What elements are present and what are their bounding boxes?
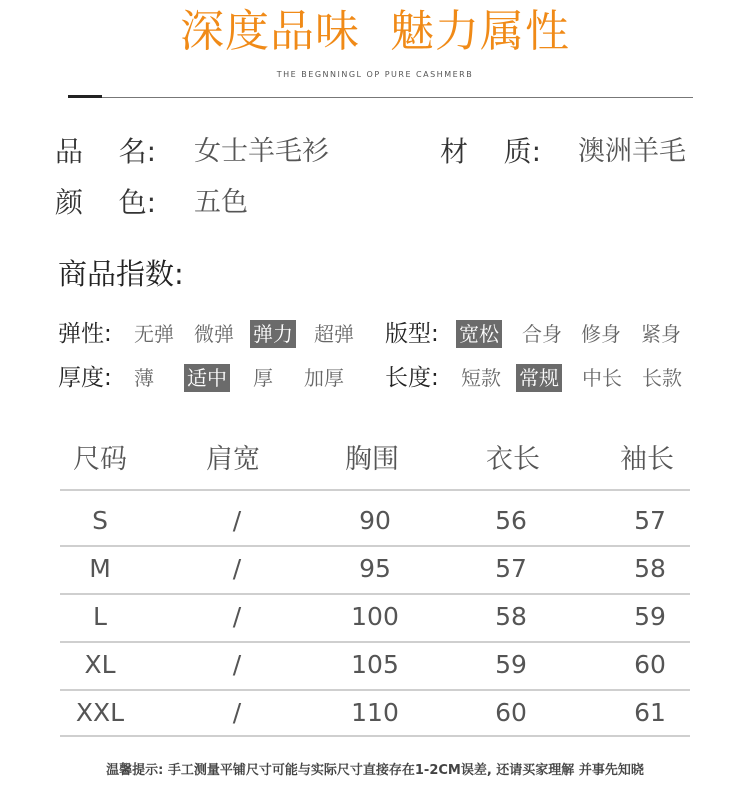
size-table-header: 衣长 — [486, 444, 540, 475]
table-rule — [60, 641, 690, 643]
table-cell-sleeve: 58 — [634, 554, 666, 583]
name-label: 品 名: — [55, 135, 157, 168]
table-cell-length: 56 — [495, 506, 527, 535]
length-option: 短款 — [461, 366, 501, 390]
table-rule — [60, 689, 690, 691]
table-cell-chest: 100 — [351, 602, 399, 631]
divider — [68, 97, 693, 98]
page-subtitle: THE BEGNNINGL OP PURE CASHMERB — [276, 70, 474, 79]
table-cell-length: 57 — [495, 554, 527, 583]
page-title: 深度品味 魅力属性 — [180, 6, 570, 57]
table-cell-shoulder: / — [232, 698, 242, 727]
size-table-header: 肩宽 — [206, 444, 260, 475]
index-heading: 商品指数: — [58, 257, 184, 291]
table-cell-length: 58 — [495, 602, 527, 631]
elasticity-option: 无弹 — [134, 322, 174, 346]
size-table-header: 尺码 — [73, 444, 127, 475]
fit-option: 修身 — [581, 322, 621, 346]
table-cell-size: L — [93, 602, 107, 631]
material-label: 材 质: — [440, 135, 542, 168]
fit-label: 版型: — [385, 321, 439, 347]
fit-option-selected: 宽松 — [456, 320, 502, 348]
material-value: 澳洲羊毛 — [578, 136, 686, 167]
table-cell-size: S — [92, 506, 108, 535]
table-rule — [60, 545, 690, 547]
table-cell-length: 59 — [495, 650, 527, 679]
elasticity-option-selected: 弹力 — [250, 320, 296, 348]
length-option: 中长 — [582, 366, 622, 390]
table-cell-shoulder: / — [232, 506, 242, 535]
table-cell-chest: 105 — [351, 650, 399, 679]
footer-note: 温馨提示: 手工测量平铺尺寸可能与实际尺寸直接存在1-2CM误差, 还请买家理解 并事先知晓 — [106, 763, 644, 778]
fit-option: 合身 — [522, 322, 562, 346]
thickness-option: 厚 — [253, 366, 273, 390]
elasticity-option: 微弹 — [194, 322, 234, 346]
length-option-selected: 常规 — [516, 364, 562, 392]
table-cell-size: XXL — [75, 698, 125, 727]
table-cell-length: 60 — [495, 698, 527, 727]
thickness-option-selected: 适中 — [184, 364, 230, 392]
color-value: 五色 — [194, 187, 248, 218]
table-cell-size: XL — [84, 650, 116, 679]
length-option: 长款 — [642, 366, 682, 390]
table-cell-chest: 110 — [351, 698, 399, 727]
fit-option: 紧身 — [641, 322, 681, 346]
table-cell-chest: 90 — [359, 506, 391, 535]
color-label: 颜 色: — [55, 186, 157, 219]
elasticity-label: 弹性: — [58, 321, 112, 347]
table-rule — [60, 735, 690, 737]
name-value: 女士羊毛衫 — [194, 136, 329, 167]
divider-accent — [68, 95, 102, 98]
table-cell-shoulder: / — [232, 602, 242, 631]
thickness-option: 薄 — [134, 366, 154, 390]
table-cell-size: M — [89, 554, 111, 583]
table-cell-shoulder: / — [232, 554, 242, 583]
table-cell-chest: 95 — [359, 554, 391, 583]
table-cell-sleeve: 60 — [634, 650, 666, 679]
thickness-label: 厚度: — [58, 365, 112, 391]
table-rule — [60, 489, 690, 491]
table-rule — [60, 593, 690, 595]
size-table-header: 袖长 — [620, 444, 674, 475]
size-table-header: 胸围 — [345, 444, 399, 475]
length-label: 长度: — [385, 365, 439, 391]
table-cell-sleeve: 57 — [634, 506, 666, 535]
table-cell-shoulder: / — [232, 650, 242, 679]
elasticity-option: 超弹 — [314, 322, 354, 346]
table-cell-sleeve: 59 — [634, 602, 666, 631]
table-cell-sleeve: 61 — [634, 698, 666, 727]
thickness-option: 加厚 — [304, 366, 344, 390]
